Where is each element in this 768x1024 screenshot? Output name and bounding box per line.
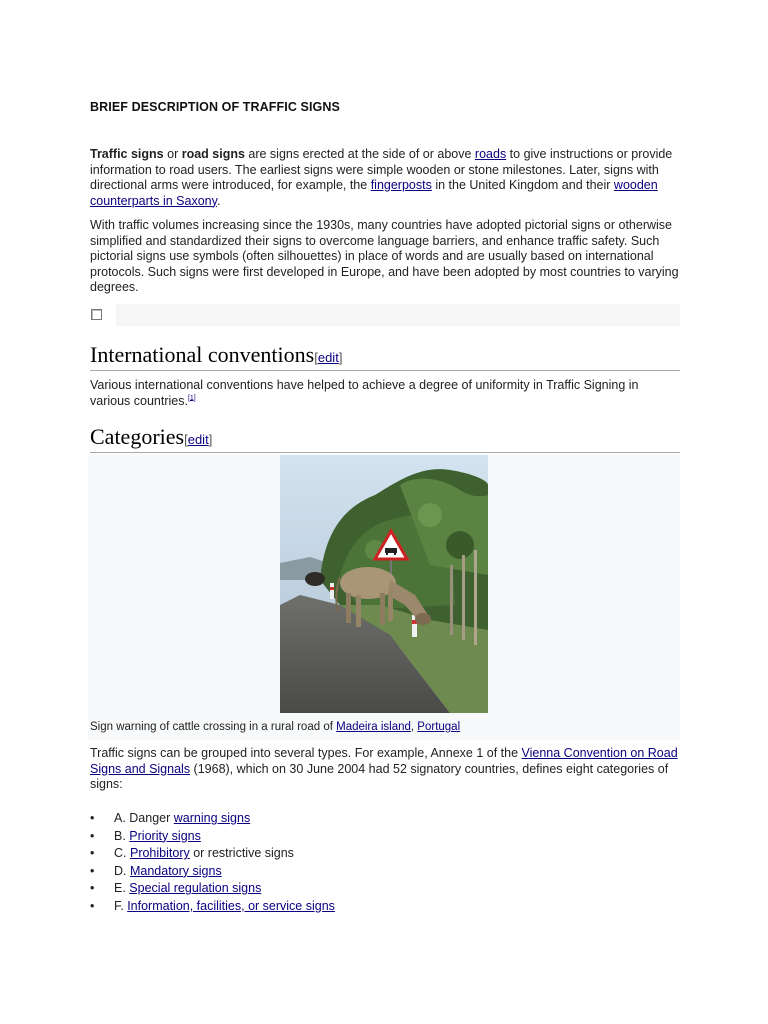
link-roads[interactable]: roads — [474, 147, 507, 161]
link-fingerposts[interactable]: fingerposts — [370, 178, 432, 192]
link-portugal[interactable]: Portugal — [417, 721, 461, 733]
link-madeira-island[interactable]: Madeira island — [336, 721, 411, 733]
link-information-signs[interactable]: Information, facilities, or service signs — [127, 898, 335, 913]
term-road-signs: road signs — [181, 147, 245, 161]
document-title: BRIEF DESCRIPTION OF TRAFFIC SIGNS — [90, 100, 340, 114]
link-prohibitory[interactable]: Prohibitory — [129, 846, 190, 861]
edit-section-intl: [edit] — [314, 350, 343, 365]
link-priority-signs[interactable]: Priority signs — [129, 828, 201, 843]
list-item: • E. Special regulation signs — [90, 880, 680, 898]
image-thumbnail — [88, 454, 680, 740]
intro-paragraph: Traffic signs or road signs are signs erected at the side of or above roads to give instructions or provide information to road users. The earliest signs were simple wooden or stone milestones. Later, signs with directional arms were introduced, for example, the fingerposts in the United Kingdom and their wooden counterparts in Saxony. — [90, 147, 673, 208]
bullet: • — [90, 863, 95, 878]
checkbox-icon[interactable] — [91, 309, 102, 320]
edit-link-categories[interactable]: edit — [187, 432, 209, 447]
link-mandatory-signs[interactable]: Mandatory signs — [129, 863, 222, 878]
bullet: • — [90, 898, 95, 913]
list-item: • F. Information, facilities, or service signs — [90, 898, 680, 916]
list-item: • A. Danger warning signs — [90, 810, 680, 828]
cattle-crossing-photo[interactable] — [280, 455, 488, 713]
categories-paragraph: Traffic signs can be grouped into several types. For example, Annexe 1 of the Vienna Convention on Road Signs and Signals (1968), which on 30 June 2004 had 52 signatory countries, defines eight categories of signs: — [90, 746, 678, 791]
list-item: • C. Prohibitory or restrictive signs — [90, 845, 680, 863]
bullet: • — [90, 811, 95, 825]
link-vienna-convention[interactable]: Vienna Convention on Road Signs and Signals — [90, 746, 678, 776]
categories-list — [90, 810, 680, 916]
heading-international-conventions: International conventions[edit] — [90, 342, 680, 371]
toc-bar — [116, 304, 680, 326]
bullet: • — [90, 846, 95, 861]
list-item: • B. Priority signs — [90, 828, 680, 846]
bullet: • — [90, 881, 95, 896]
reference-link[interactable]: [1] — [187, 394, 196, 402]
term-traffic-signs: Traffic signs — [90, 147, 164, 161]
edit-section-categories: [edit] — [184, 432, 213, 447]
toc-placeholder — [90, 304, 680, 326]
link-warning-signs[interactable]: warning signs — [173, 811, 251, 825]
conventions-paragraph: Various international conventions have helped to achieve a degree of uniformity in Traffic Signing in various countries.[1] — [90, 378, 639, 408]
image-caption: Sign warning of cattle crossing in a rural road of Madeira island, Portugal — [90, 721, 461, 733]
heading-categories: Categories[edit] — [90, 424, 680, 453]
link-special-regulation-signs[interactable]: Special regulation signs — [129, 881, 262, 896]
edit-link-intl[interactable]: edit — [317, 350, 339, 365]
pictorial-signs-paragraph: With traffic volumes increasing since the 1930s, many countries have adopted pictorial signs or otherwise simplified and standardized their signs to overcome language barriers, and enhance traffic safety. Such pictorial signs use symbols (often silhouettes) in place of words and are usually based on international protocols. Such signs were first developed in Europe, and have been adopted by most countries to varying degrees. — [90, 218, 679, 294]
link-wooden-counterparts[interactable]: wooden counterparts in Saxony — [90, 178, 658, 208]
list-item: • D. Mandatory signs — [90, 863, 680, 881]
bullet: • — [90, 828, 95, 843]
